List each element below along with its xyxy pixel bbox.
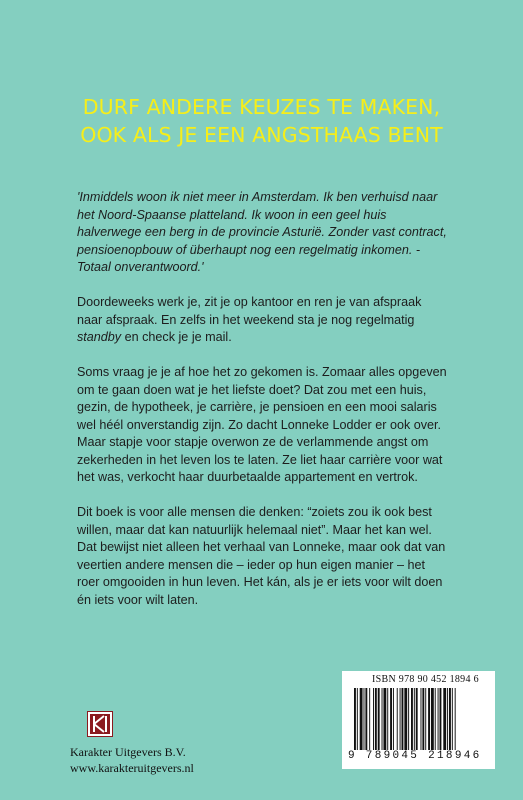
paragraph-book-for: Dit boek is voor alle mensen die denken: “zoiets zou ik ook best willen, maar dat kan natuurlijk helemaal niet”. Maar het kan wel. Dat bewijst niet alleen het verhaal van Lonneke, maar ook dat van veertien andere mensen die – ieder op hun eigen manier – het roer omgooiden in hun leven. Het kán, als je er iets voor wilt doen én iets voor wilt laten. [77,505,446,607]
publisher-info [70,744,194,776]
isbn-label: ISBN 978 90 452 1894 6 [372,674,479,685]
blurb-text [77,189,449,627]
publisher-name: Karakter Uitgevers B.V. [70,745,186,759]
publisher-logo-icon [87,711,113,737]
publisher-website: www.karakteruitgevers.nl [70,761,194,775]
standby-emphasis: standby [77,330,122,344]
paragraph-weekdays-text-1: Doordeweeks werk je, zit je op kantoor en ren je van afspraak naar afspraak. En zelfs in het weekend sta je nog regelmatig [77,295,422,327]
ean-barcode-icon [352,688,485,750]
headline-line-1: DURF ANDERE KEUZES TE MAKEN, [82,95,441,119]
paragraph-weekdays [77,294,449,347]
headline-line-2: OOK ALS JE EEN ANGSTHAAS BENT [80,123,443,147]
opening-quote: 'Inmiddels woon ik niet meer in Amsterdam. Ik ben verhuisd naar het Noord-Spaanse platteland. Ik woon in een geel huis halverwege een berg in de provincie Asturië. Zonder vast contract, pensioenopbouw of überhaupt nog een regelmatig inkomen. - Totaal onverantwoord.' [77,190,447,274]
paragraph-weekdays-text-2: en check je je mail. [121,330,232,344]
ean-digits: 9 789045 218946 [348,750,482,762]
back-cover-headline [0,93,523,149]
paragraph-story: Soms vraag je je af hoe het zo gekomen is. Zomaar alles opgeven om te gaan doen wat je het liefste doet? Dat zou met een huis, gezin, de hypotheek, je carrière, je pensioen en een mooi salaris wel héél onverstandig zijn. Zo dacht Lonneke Lodder er ook over. Maar stapje voor stapje overwon ze de verlammende angst om zekerheden in het leven los te laten. Ze liet haar carrière voor wat het was, verkocht haar duurbetaalde appartement en vertrok. [77,365,447,484]
barcode-panel [342,671,495,769]
